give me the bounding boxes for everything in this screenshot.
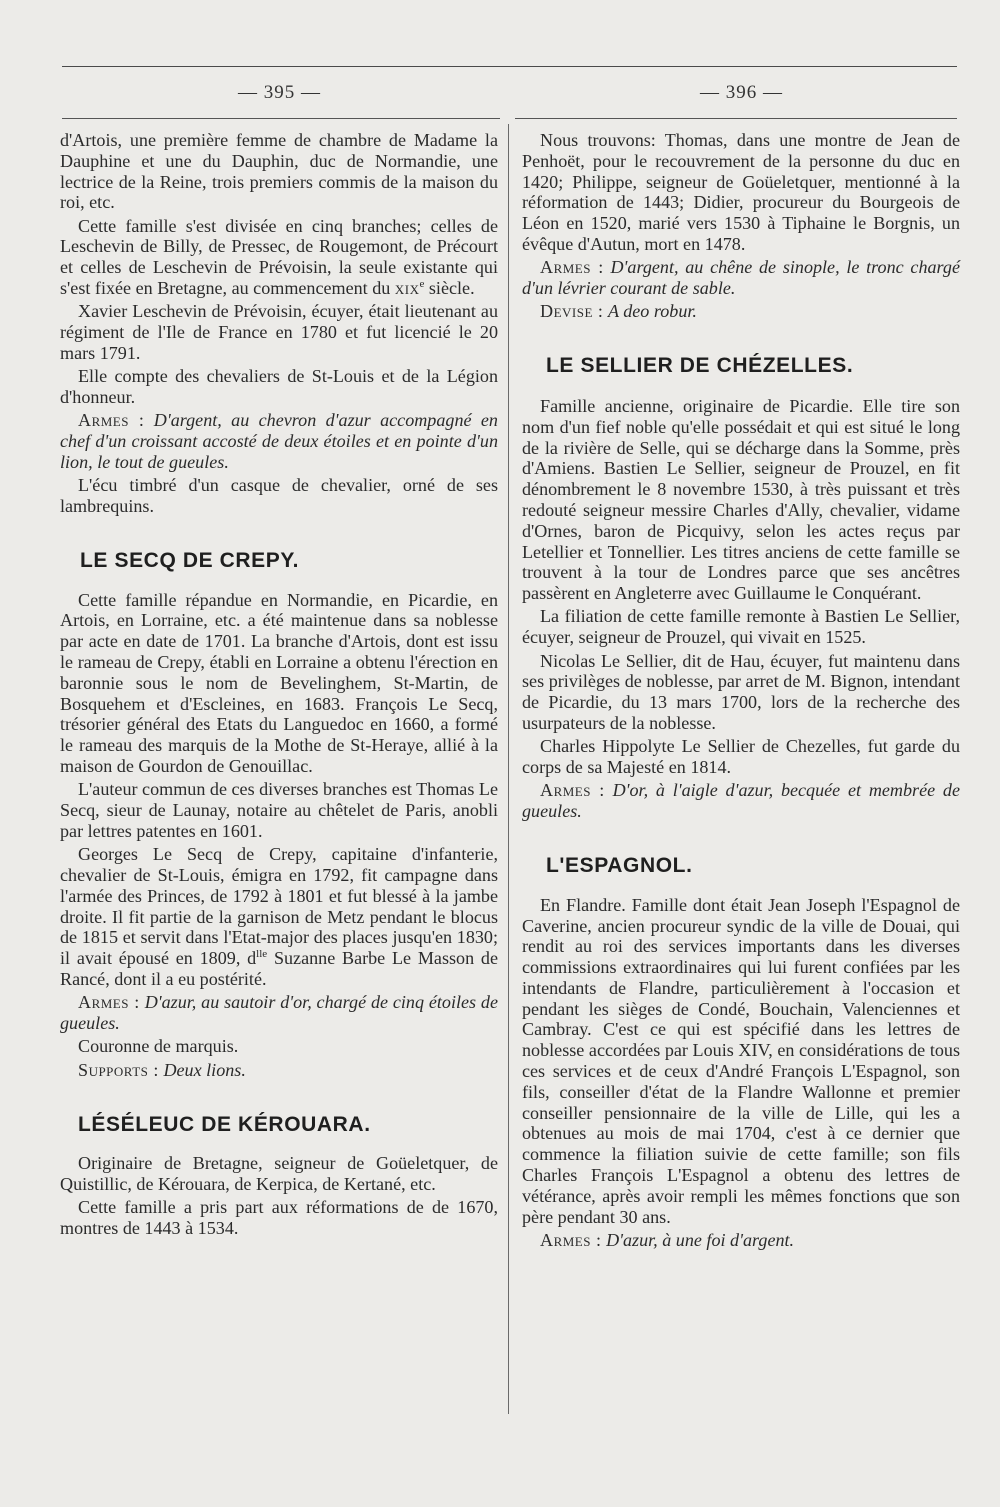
paragraph: Couronne de marquis.	[78, 1036, 239, 1057]
section-heading-lespagnol: L'ESPAGNOL.	[546, 853, 693, 877]
right-column	[522, 130, 960, 1253]
paragraph: Nicolas Le Sellier, dit de Hau, écuyer, fut maintenu dans ses privilèges de noblesse, par arret de M. Bignon, intendant de Picardie, du 13 mars 1700, lors de la recherche des usurpateurs de la noblesse.	[522, 650, 960, 733]
column-divider	[508, 124, 509, 1414]
section-heading-leseleuc: LÉSÉLEUC DE KÉROUARA.	[78, 1113, 371, 1137]
armes-paragraph: Armes : D'argent, au chevron d'azur accompagné en chef d'un croissant accosté de deux étoiles et en pointe d'un lion, le tout de gueules.	[60, 410, 498, 472]
page-number-left: — 395 —	[238, 82, 321, 103]
paragraph: L'écu timbré d'un casque de chevalier, orné de ses lambrequins.	[60, 475, 498, 517]
armes-paragraph: Armes : D'azur, à une foi d'argent.	[540, 1229, 795, 1250]
top-rule	[62, 66, 957, 67]
supports-paragraph: Supports : Deux lions.	[78, 1059, 246, 1080]
paragraph: Charles Hippolyte Le Sellier de Chezelles, fut garde du corps de sa Majesté en 1814.	[522, 736, 960, 778]
page-number-right: — 396 —	[700, 82, 783, 103]
section-heading-le-secq: LE SECQ DE CREPY.	[80, 548, 300, 572]
paragraph: La filiation de cette famille remonte à Bastien Le Sellier, écuyer, seigneur de Prouzel, qui vivait en 1525.	[522, 606, 960, 648]
section-heading-le-sellier: LE SELLIER DE CHÉZELLES.	[546, 354, 854, 378]
paragraph: Elle compte des chevaliers de St-Louis et de la Légion d'honneur.	[60, 366, 498, 408]
paragraph: En Flandre. Famille dont était Jean Joseph l'Espagnol de Caverine, ancien procureur syndic de la ville de Douai, qui rendit au roi des services importants dans les diverses commissions extraordinaires qui lui furent confiées par les intendants de Flandre, particulièrement à l'occasion et pendant les sièges de Condé, Bouchain, Valenciennes et Cambray. C'est ce qui est spécifié dans les lettres de noblesse accordées par Louis XIV, en considérations de tous ces services et de ceux d'André François L'Espagnol, son fils, conseiller d'état de la Flandre Wallonne et premier conseiller pensionnaire de la ville de Lille, qui les a obtenues au mois de mai 1704, c'est à ce dernier que commence la filiation suivie de cette famille; son fils Charles François L'Espagnol a obtenu des lettres de vétérance, après avoir rempli les mêmes fonctions que son père pendant 30 ans.	[522, 894, 960, 1227]
paragraph: Cette famille a pris part aux réformations de de 1670, montres de 1443 à 1534.	[60, 1197, 498, 1239]
paragraph: Originaire de Bretagne, seigneur de Goüeletquer, de Quistillic, de Kérouara, de Kerpica, de Kertané, etc.	[60, 1153, 498, 1195]
armes-paragraph: Armes : D'argent, au chêne de sinople, le tronc chargé d'un lévrier courant de sable.	[522, 257, 960, 299]
left-column	[60, 130, 498, 1241]
devise-paragraph: Devise : A deo robur.	[540, 301, 697, 322]
header-rule-right	[515, 118, 957, 119]
paragraph: d'Artois, une première femme de chambre de Madame la Dauphine et une du Dauphin, duc de Normandie, une lectrice de la Reine, trois premiers commis de la maison du roi, etc.	[60, 130, 498, 213]
paragraph: Cette famille s'est divisée en cinq branches; celles de Leschevin de Billy, de Pressec, de Rougemont, de Précourt et celles de Leschevin de Prévoisin, la seule existante qui s'est fixée en Bretagne, au commencement du xix$^e$ siècle.	[60, 215, 498, 299]
header-rule-left	[62, 118, 500, 119]
paragraph: Cette famille répandue en Normandie, en Picardie, en Artois, en Lorraine, etc. a été maintenue dans sa noblesse par acte en date de 1701. La branche d'Artois, dont est issu le rameau de Crepy, établi en Lorraine a obtenu l'érection en baronnie sous le nom de Bevelinghem, St-Martin, de Bosquehem et d'Escleines, en 1683. François Le Secq, trésorier général des Etats du Languedoc en 1660, a formé le rameau des marquis de la Mothe de St-Heraye, allié à la maison de Gourdon de Genouillac.	[60, 589, 498, 777]
paragraph: Nous trouvons: Thomas, dans une montre de Jean de Penhoët, pour le recouvrement de la personne du duc en 1420; Philippe, seigneur de Goüeletquer, mentionné à la réformation de 1443; Didier, procureur du Bourgeois de Léon en 1520, marié vers 1530 à Tiphaine le Borgnis, un évêque d'Autun, mort en 1478.	[522, 130, 960, 254]
armes-paragraph: Armes : D'or, à l'aigle d'azur, becquée et membrée de gueules.	[522, 780, 960, 822]
paragraph: L'auteur commun de ces diverses branches est Thomas Le Secq, sieur de Launay, notaire au chêtelet de Paris, anobli par lettres patentes en 1601.	[60, 779, 498, 841]
paragraph: Famille ancienne, originaire de Picardie. Elle tire son nom d'un fief noble qu'elle possédait et qui est situé le long de la rivière de Selle, qui se décharge dans la Somme, près d'Amiens. Bastien Le Sellier, seigneur de Prouzel, en fit dénombrement le 8 novembre 1530, à très puissant et très redouté seigneur messire Charles d'Ally, chevalier, vidame d'Ornes, baron de Picquivy, selon les actes reçus par Letellier et Tonnellier. Les titres anciens de cette famille se trouvent à la tour de Londres parce que ses ancêtres passèrent en Angleterre avec Guillaume le Conquérant.	[522, 395, 960, 604]
armes-paragraph: Armes : D'azur, au sautoir d'or, chargé de cinq étoiles de gueules.	[60, 992, 498, 1034]
paragraph: Xavier Leschevin de Prévoisin, écuyer, était lieutenant au régiment de l'Ile de France en 1780 et fut licencié le 20 mars 1791.	[60, 301, 498, 363]
paragraph: Georges Le Secq de Crepy, capitaine d'infanterie, chevalier de St-Louis, émigra en 1792, fit campagne dans l'armée des Princes, de 1792 à 1801 et fut blessé à la jambe droite. Il fit partie de la garnison de Metz pendant le blocus de 1815 et servit dans l'Etat-major des places jusqu'en 1830; il avait épousé en 1809, $d^{lle}$ Suzanne Barbe Le Masson de Rancé, dont il a eu postérité.	[60, 844, 498, 989]
